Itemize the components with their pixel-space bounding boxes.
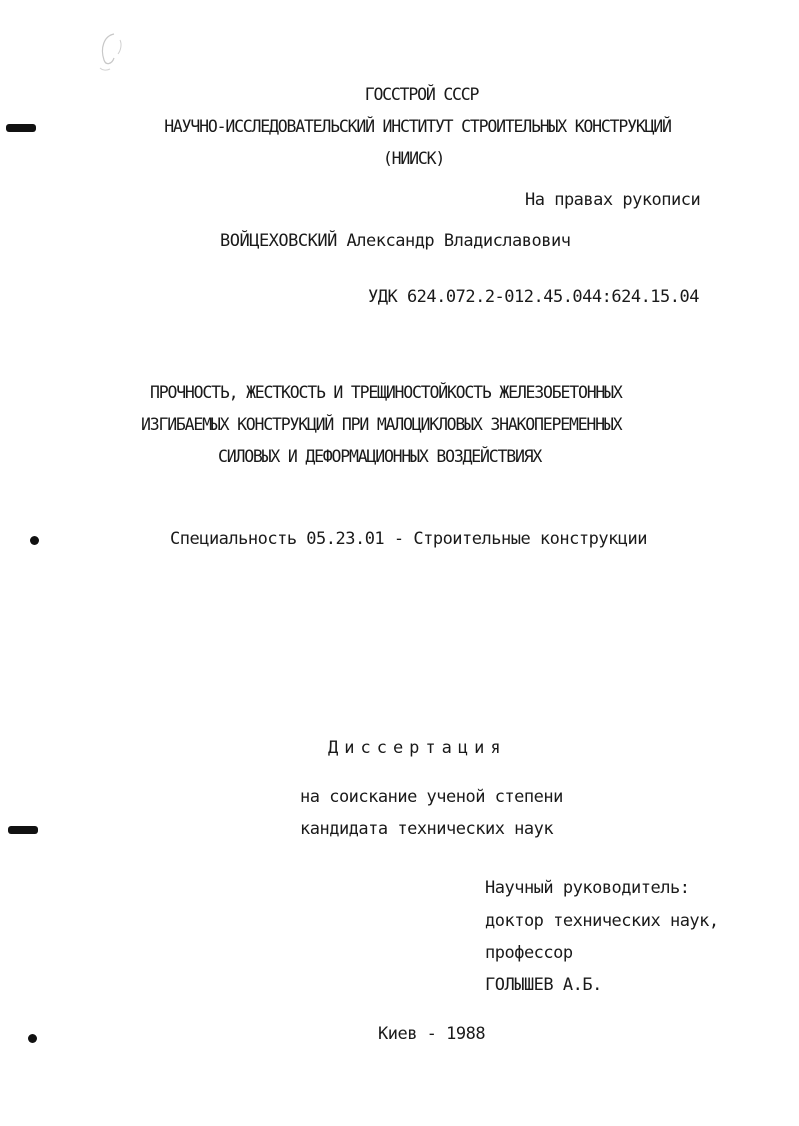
specialty: Специальность 05.23.01 - Строительные конструкции (170, 529, 648, 549)
org-line-1: ГОССТРОЙ СССР (364, 85, 479, 104)
work-type: Диссертация (328, 738, 507, 758)
degree-line-1: на соискание ученой степени (300, 787, 563, 807)
punch-mark (30, 536, 39, 545)
punch-mark (8, 826, 38, 834)
pencil-scribble-icon (92, 30, 132, 74)
supervisor-degree: доктор технических наук, (485, 911, 719, 931)
title-line-3: СИЛОВЫХ И ДЕФОРМАЦИОННЫХ ВОЗДЕЙСТВИЯХ (218, 447, 542, 466)
org-abbrev: (НИИСК) (382, 149, 445, 168)
org-line-2: НАУЧНО-ИССЛЕДОВАТЕЛЬСКИЙ ИНСТИТУТ СТРОИТЕЛЬНЫХ КОНСТРУКЦИЙ (164, 117, 671, 136)
punch-mark (28, 1034, 37, 1043)
place-year: Киев - 1988 (378, 1024, 486, 1044)
title-line-1: ПРОЧНОСТЬ, ЖЕСТКОСТЬ И ТРЕЩИНОСТОЙКОСТЬ ЖЕЛЕЗОБЕТОННЫХ (150, 383, 622, 402)
degree-line-2: кандидата технических наук (300, 819, 554, 839)
supervisor-name: ГОЛЫШЕВ А.Б. (485, 975, 602, 995)
supervisor-label: Научный руководитель: (485, 878, 690, 898)
rights-note: На правах рукописи (525, 190, 701, 210)
title-line-2: ИЗГИБАЕМЫХ КОНСТРУКЦИЙ ПРИ МАЛОЦИКЛОВЫХ ЗНАКОПЕРЕМЕННЫХ (141, 415, 622, 434)
supervisor-title: профессор (485, 943, 573, 963)
author-name: ВОЙЦЕХОВСКИЙ Александр Владиславович (220, 231, 571, 251)
udc-code: УДК 624.072.2-012.45.044:624.15.04 (368, 287, 699, 307)
